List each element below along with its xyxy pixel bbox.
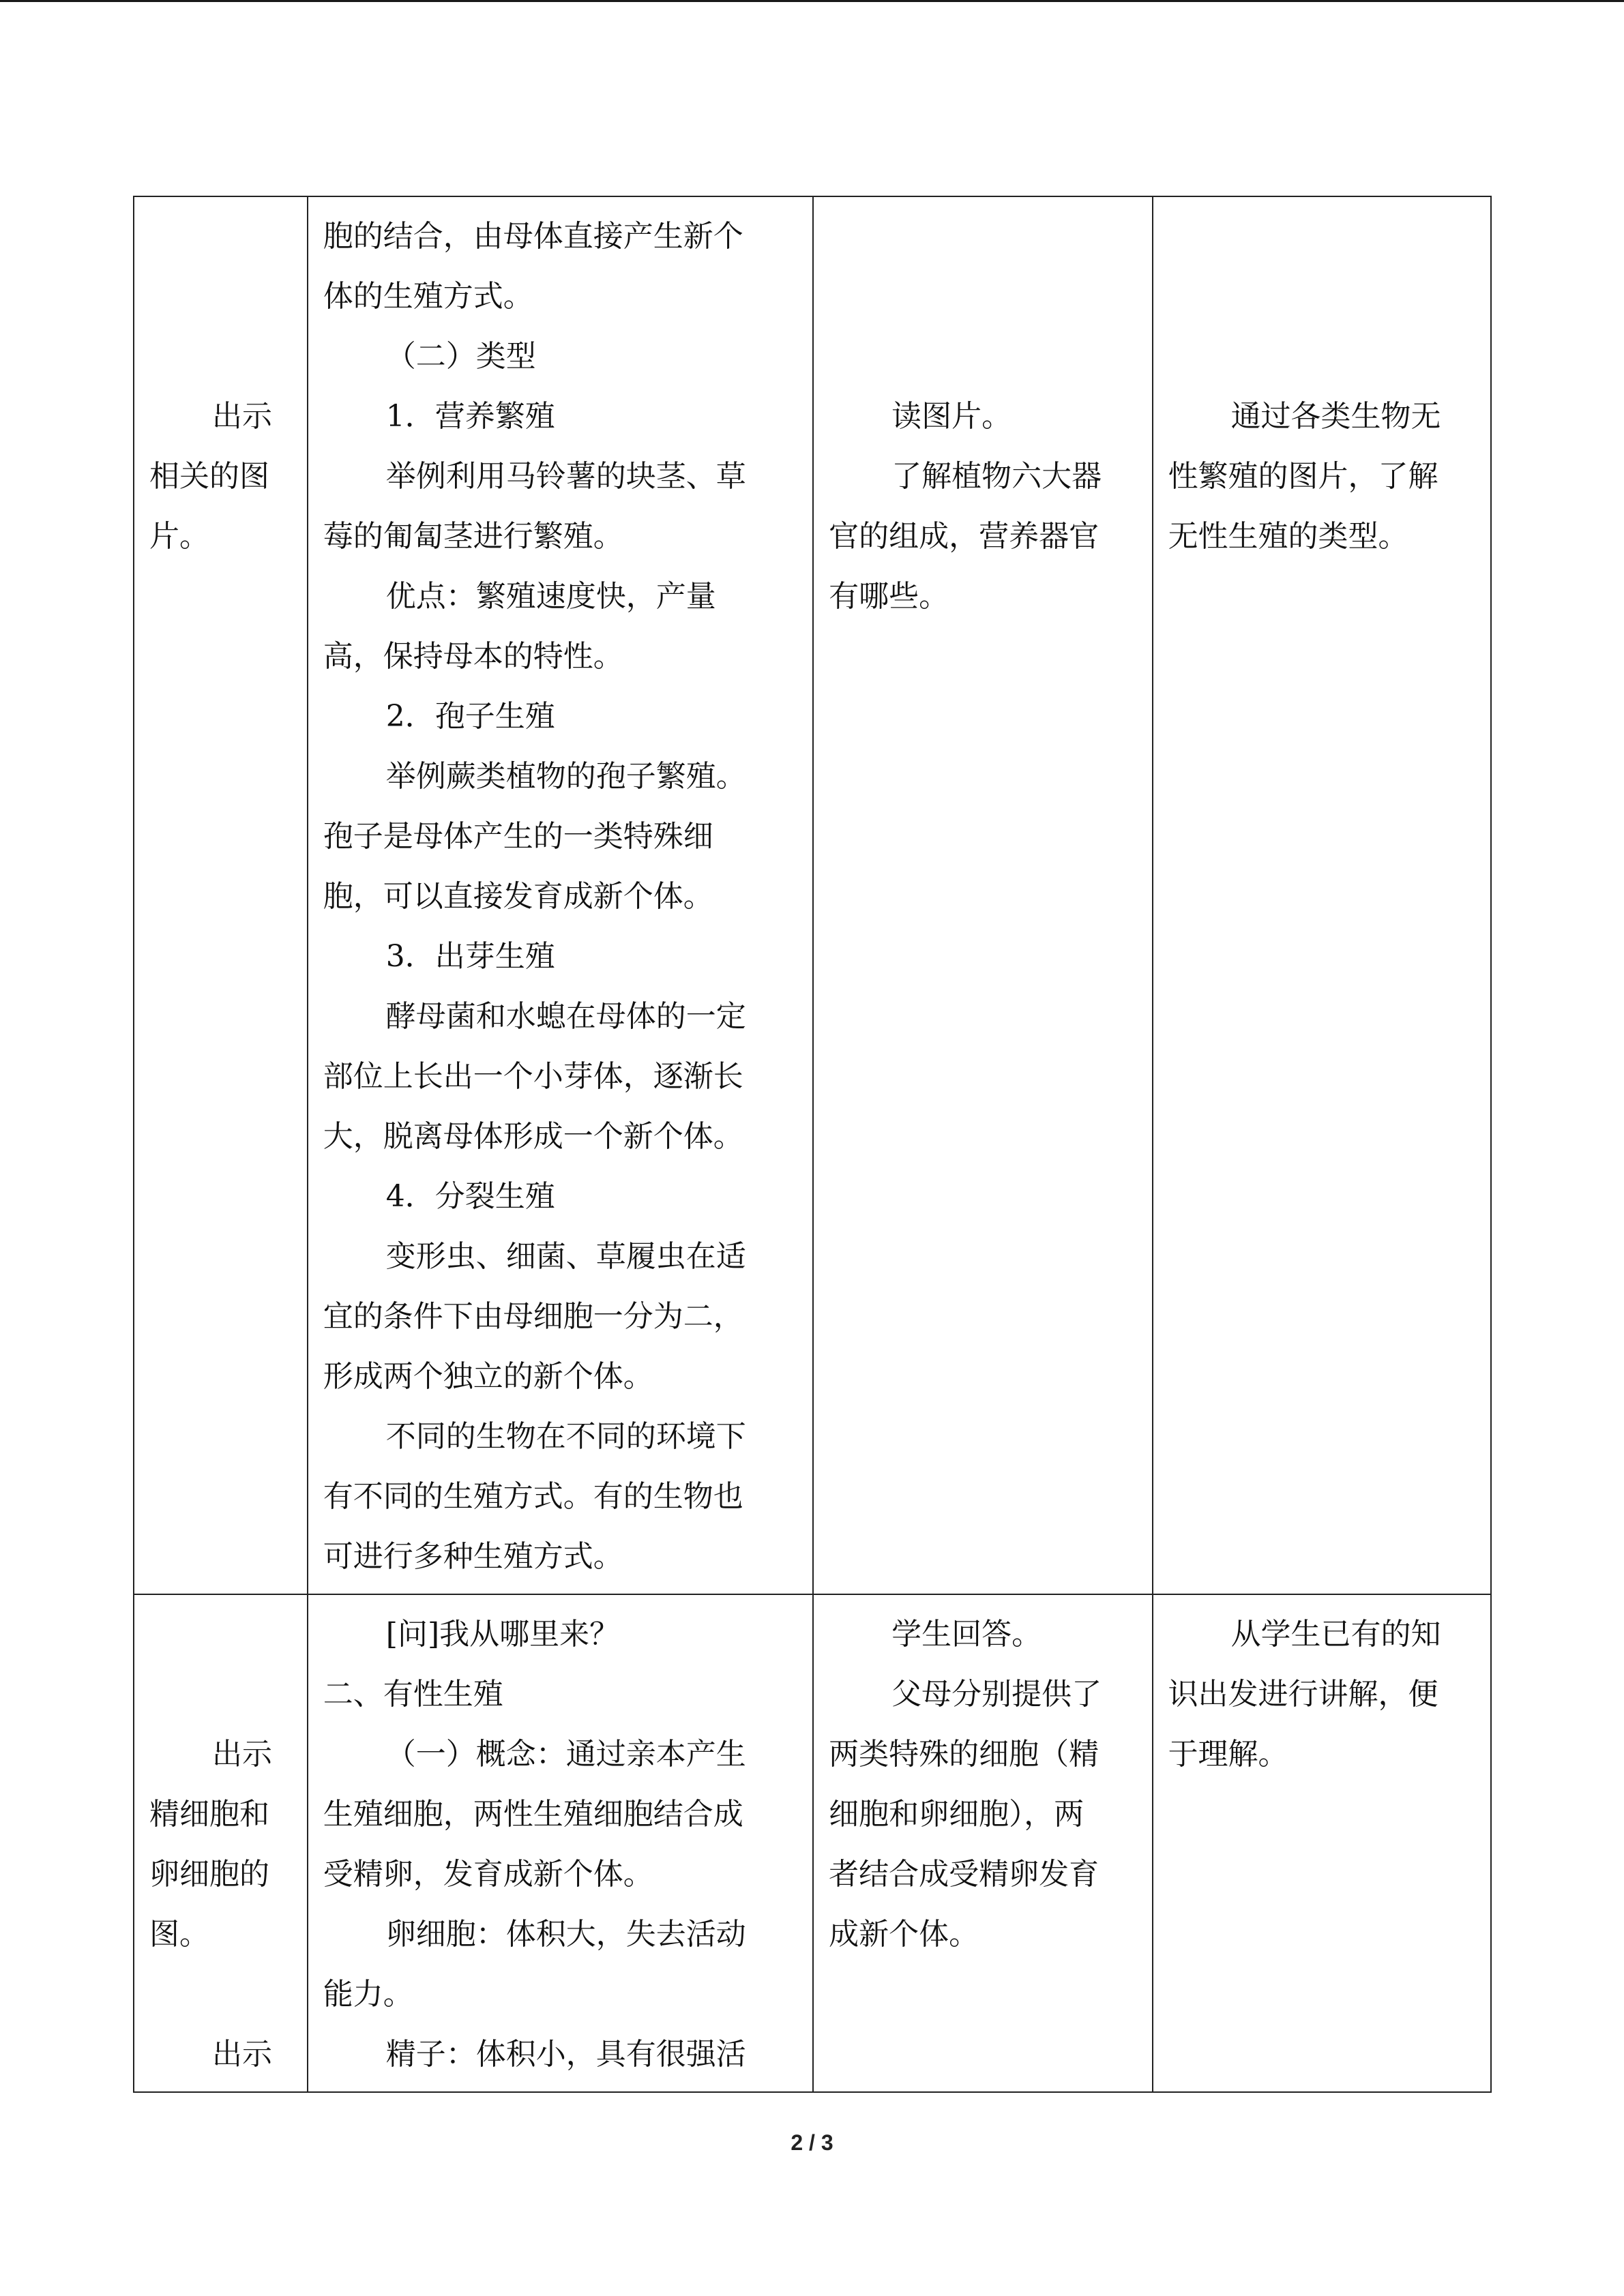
cell-line: 识出发进行讲解，便: [1168, 1677, 1438, 1712]
cell-teacher-material: [134, 1594, 308, 2092]
cell-line: 举例蕨类植物的孢子繁殖。: [385, 759, 746, 794]
cell-line: 二、有性生殖: [323, 1677, 503, 1712]
cell-line: 受精卵，发育成新个体。: [323, 1857, 653, 1892]
cell-line: 生殖细胞，两性生殖细胞结合成: [323, 1797, 743, 1832]
cell-line: 不同的生物在不同的环境下: [385, 1419, 746, 1454]
cell-line: 出示: [212, 1737, 272, 1772]
lesson-plan-table: [133, 196, 1492, 2093]
cell-line: 体的生殖方式。: [323, 279, 533, 314]
cell-line: 4．分裂生殖: [385, 1179, 555, 1214]
cell-line: 举例利用马铃薯的块茎、草: [385, 459, 746, 494]
cell-line: 精子：体积小，具有很强活: [385, 2037, 746, 2072]
cell-line: 卵细胞的: [149, 1857, 269, 1892]
cell-line: 细胞和卵细胞），两: [829, 1797, 1084, 1832]
cell-line: 无性生殖的类型。: [1168, 519, 1408, 554]
cell-line: 两类特殊的细胞（精: [829, 1737, 1099, 1772]
cell-line: 有哪些。: [829, 579, 949, 614]
cell-line: 卵细胞：体积大，失去活动: [385, 1917, 746, 1952]
cell-line: 变形虫、细菌、草履虫在适: [385, 1239, 746, 1274]
cell-line: 胞的结合，由母体直接产生新个: [323, 219, 743, 254]
cell-teacher-material: [134, 196, 308, 1594]
table-row: [134, 196, 1491, 1594]
cell-line: 3．出芽生殖: [385, 939, 555, 974]
cell-line: 者结合成受精卵发育: [829, 1857, 1099, 1892]
cell-line: 孢子是母体产生的一类特殊细: [323, 819, 713, 854]
cell-line: 精细胞和: [149, 1797, 269, 1832]
cell-student-activity: [813, 1594, 1152, 2092]
cell-line: 1．营养繁殖: [385, 399, 555, 434]
cell-line: 相关的图: [149, 459, 269, 494]
cell-line: 片。: [149, 519, 209, 554]
cell-line: 出示: [212, 2037, 272, 2072]
cell-line: [问]我从哪里来？: [385, 1617, 620, 1652]
cell-line: 从学生已有的知: [1230, 1617, 1441, 1652]
cell-student-activity: [813, 196, 1152, 1594]
cell-line: 2．孢子生殖: [385, 699, 555, 734]
cell-line: 于理解。: [1168, 1737, 1288, 1772]
cell-line: 图。: [149, 1917, 209, 1952]
cell-line: 有不同的生殖方式。有的生物也: [323, 1479, 743, 1514]
cell-design-intent: [1153, 1594, 1491, 2092]
cell-line: 了解植物六大器: [891, 459, 1102, 494]
cell-line: 学生回答。: [891, 1617, 1042, 1652]
cell-line: 读图片。: [891, 399, 1012, 434]
cell-line: 可进行多种生殖方式。: [323, 1539, 623, 1574]
cell-line: 能力。: [323, 1977, 413, 2012]
cell-teaching-content: [308, 1594, 813, 2092]
table-row: [134, 1594, 1491, 2092]
cell-line: 形成两个独立的新个体。: [323, 1359, 653, 1394]
cell-line: 酵母菌和水螅在母体的一定: [385, 999, 746, 1034]
cell-line: 莓的匍匐茎进行繁殖。: [323, 519, 623, 554]
cell-line: 通过各类生物无: [1230, 399, 1441, 434]
cell-line: 官的组成，营养器官: [829, 519, 1099, 554]
cell-design-intent: [1153, 196, 1491, 1594]
cell-line: 优点：繁殖速度快，产量: [385, 579, 716, 614]
cell-line: 出示: [212, 399, 272, 434]
cell-line: 成新个体。: [829, 1917, 979, 1952]
cell-line: （一）概念：通过亲本产生: [385, 1737, 746, 1772]
cell-line: 部位上长出一个小芽体，逐渐长: [323, 1059, 743, 1094]
cell-line: 宜的条件下由母细胞一分为二，: [323, 1299, 743, 1334]
cell-teaching-content: [308, 196, 813, 1594]
cell-line: 性繁殖的图片，了解: [1168, 459, 1438, 494]
page-number: 2 / 3: [791, 2130, 833, 2155]
cell-line: 胞，可以直接发育成新个体。: [323, 879, 713, 914]
cell-line: 高，保持母本的特性。: [323, 639, 623, 674]
cell-line: 大，脱离母体形成一个新个体。: [323, 1119, 743, 1154]
cell-line: 父母分别提供了: [891, 1677, 1102, 1712]
top-border-line: [0, 0, 1624, 2]
cell-line: （二）类型: [385, 339, 536, 374]
